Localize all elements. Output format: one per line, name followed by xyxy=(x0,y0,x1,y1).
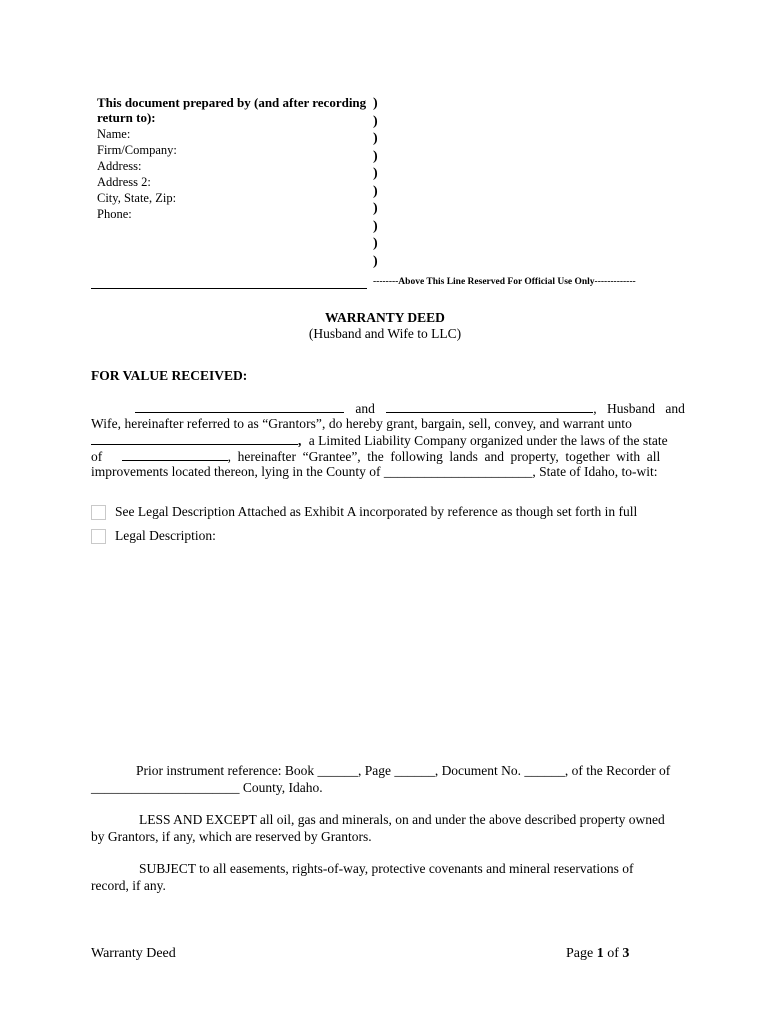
paren: ) xyxy=(373,201,378,216)
body-line-5: improvements located thereon, lying in the County of ______________________, State of Idaho, to-wit: xyxy=(91,464,658,479)
page-of: of xyxy=(607,946,619,961)
subject-to-line1: SUBJECT to all easements, rights-of-way, protective covenants and mineral reservations of xyxy=(139,861,634,876)
page-current: 1 xyxy=(596,946,604,961)
and-text: and xyxy=(355,401,375,416)
exhibit-a-checkbox[interactable] xyxy=(91,505,106,520)
of-text: of xyxy=(91,449,103,464)
document-subtitle: (Husband and Wife to LLC) xyxy=(308,326,462,341)
grantor-line xyxy=(91,400,685,417)
exhibit-a-option[interactable] xyxy=(91,504,637,520)
husband-and-text: , Husband and xyxy=(593,401,685,416)
state-blank[interactable] xyxy=(122,448,228,461)
paren: ) xyxy=(373,96,378,111)
for-value-received: FOR VALUE RECEIVED: xyxy=(91,368,248,383)
grantee-text: , hereinafter “Grantee”, the following lands and property, together with all xyxy=(227,449,661,464)
grantee-blank[interactable] xyxy=(91,432,298,445)
page-label: Page xyxy=(566,946,594,961)
preparer-phone-label: Phone: xyxy=(97,207,132,221)
paren: ) xyxy=(373,113,378,129)
llc-text: a Limited Liability Company organized under the laws of the state xyxy=(308,433,668,448)
grantee-line xyxy=(91,432,679,449)
legal-description-checkbox[interactable] xyxy=(91,529,106,544)
grantor1-blank[interactable] xyxy=(135,400,344,413)
paren: ) xyxy=(373,253,378,269)
grantor2-blank[interactable] xyxy=(386,400,593,413)
paren: ) xyxy=(373,218,378,234)
comma: , xyxy=(298,433,302,448)
page-total: 3 xyxy=(622,946,630,961)
preparer-title-line1: This document prepared by (and after recording xyxy=(97,95,367,110)
paren: ) xyxy=(373,166,378,181)
recording-divider xyxy=(91,288,367,289)
preparer-city-label: City, State, Zip: xyxy=(97,191,177,205)
state-line xyxy=(91,448,679,465)
prior-instrument-line2: ______________________ County, Idaho. xyxy=(91,780,323,795)
legal-description-option[interactable] xyxy=(91,528,216,544)
preparer-name-label: Name: xyxy=(97,127,131,141)
less-except-line1: LESS AND EXCEPT all oil, gas and minerals, on and under the above described property owned xyxy=(139,812,665,827)
page-number xyxy=(566,946,629,962)
preparer-address2-label: Address 2: xyxy=(97,175,151,189)
legal-description-label: Legal Description: xyxy=(115,528,216,543)
preparer-title xyxy=(97,95,367,125)
official-use-notice: --------Above This Line Reserved For Official Use Only------------- xyxy=(373,277,636,287)
prior-instrument-line1: Prior instrument reference: Book ______, Page ______, Document No. ______, of the Recorder of xyxy=(136,763,671,778)
paren-column xyxy=(373,95,378,270)
exhibit-a-label: See Legal Description Attached as Exhibit A incorporated by reference as though set forth in full xyxy=(115,504,638,519)
preparer-title-line2: return to): xyxy=(97,110,156,125)
paren: ) xyxy=(373,236,378,251)
paren: ) xyxy=(373,131,378,146)
preparer-firm-label: Firm/Company: xyxy=(97,143,177,157)
subject-to-line2: record, if any. xyxy=(91,878,166,893)
footer-doc-name: Warranty Deed xyxy=(91,946,176,961)
document-title: WARRANTY DEED xyxy=(325,310,445,325)
preparer-address-label: Address: xyxy=(97,159,142,173)
less-except-line2: by Grantors, if any, which are reserved by Grantors. xyxy=(91,829,372,844)
paren: ) xyxy=(373,183,378,199)
body-line-2: Wife, hereinafter referred to as “Grantors”, do hereby grant, bargain, sell, convey, and warrant unto xyxy=(91,416,632,431)
paren: ) xyxy=(373,148,378,164)
